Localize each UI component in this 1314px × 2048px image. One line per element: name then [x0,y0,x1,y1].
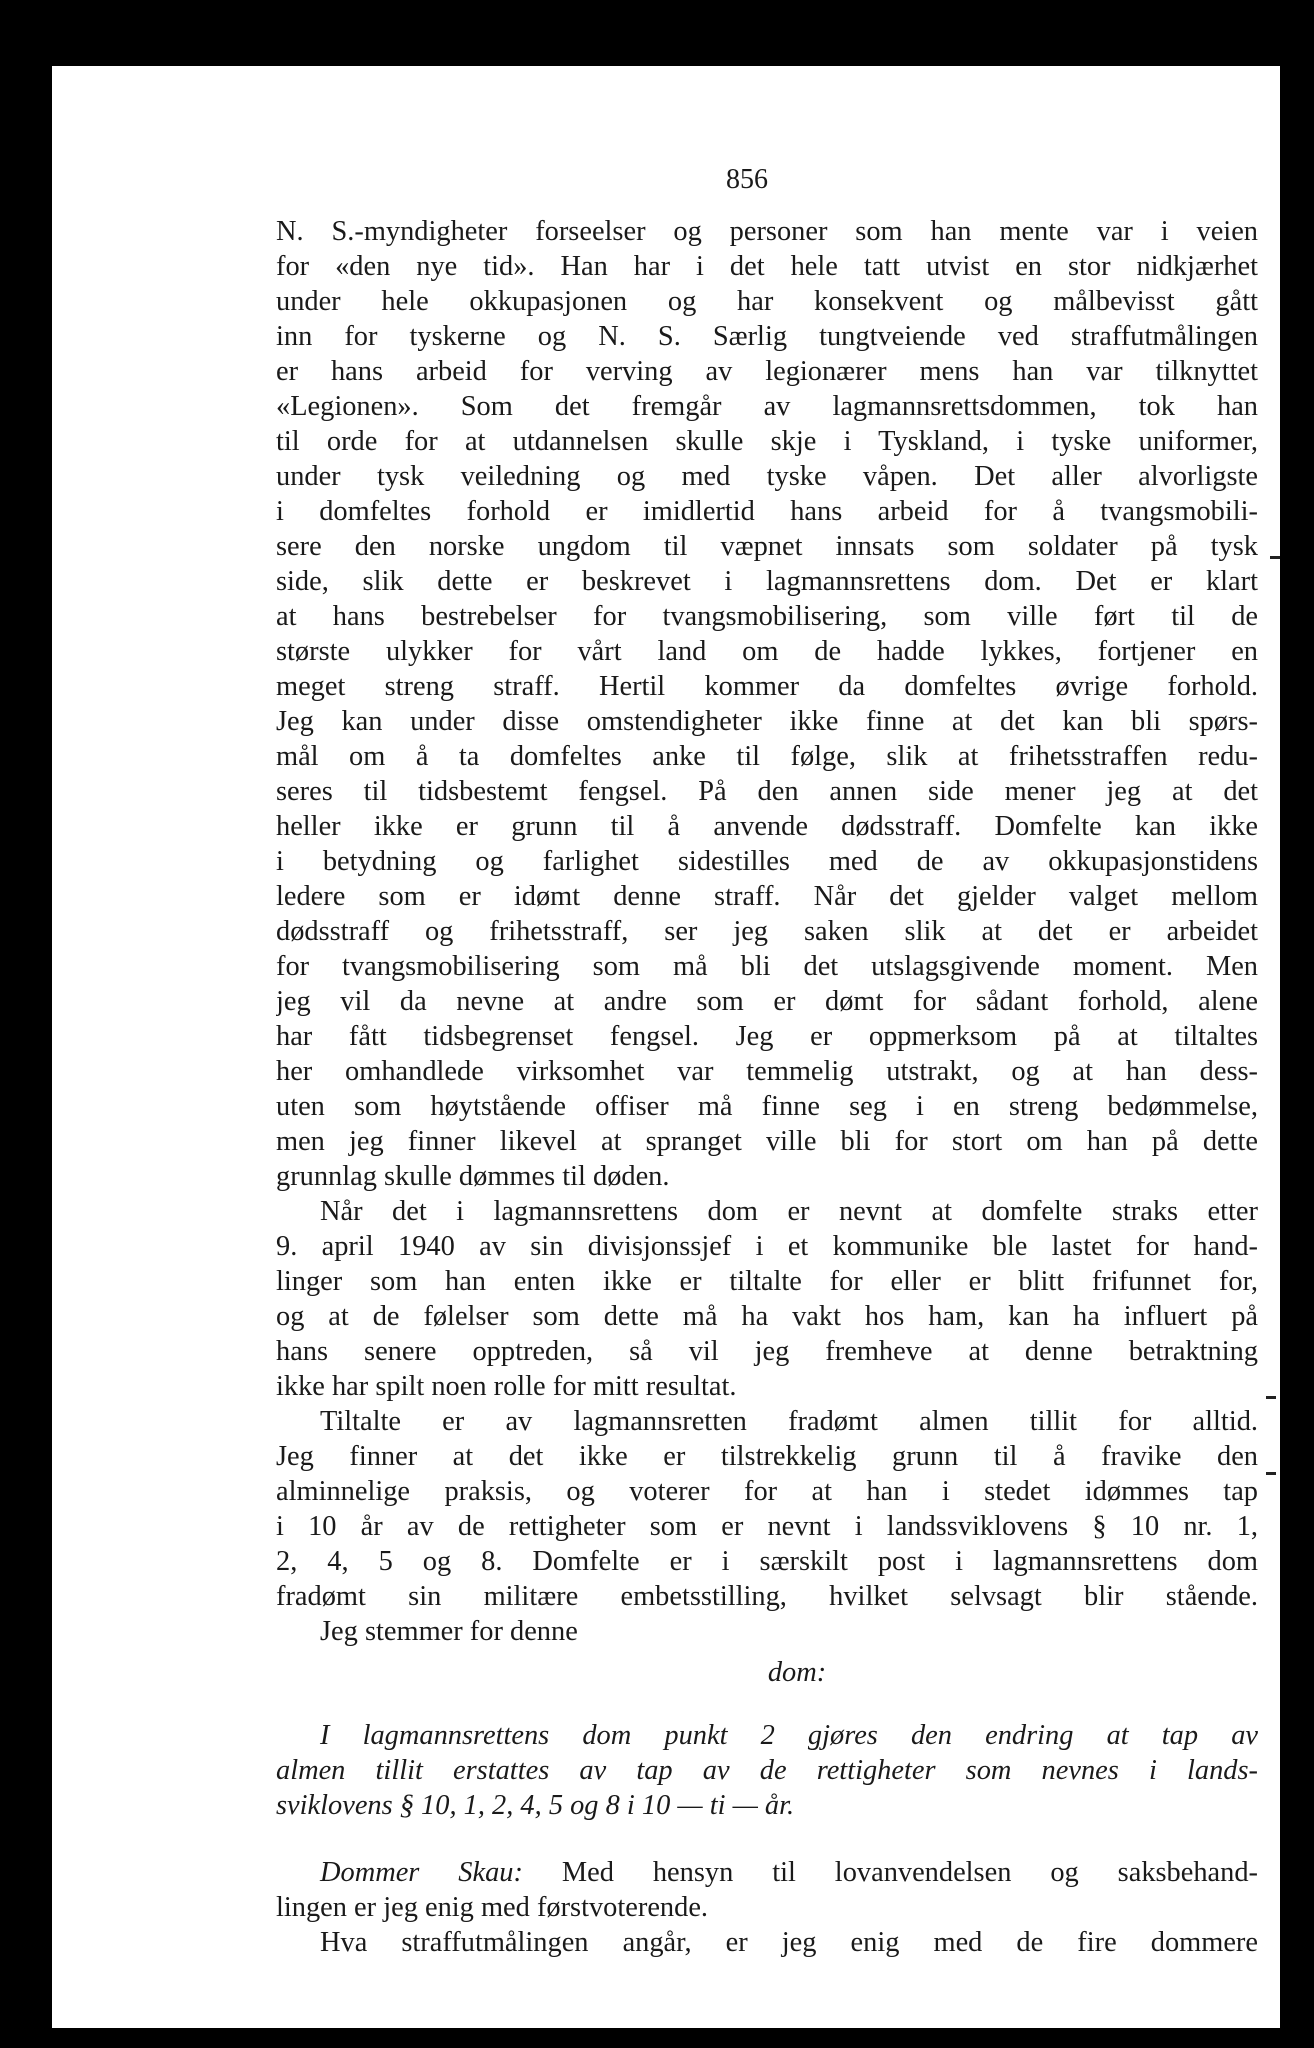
text-line: under tysk veiledning og med tyske våpen. Det aller alvorligste [276,461,1258,492]
text-line: ikke har spilt noen rolle for mitt resultat. [276,1371,737,1402]
paragraph-5 [276,1855,1258,1925]
verdict-text [276,1718,1258,1823]
page-number: 856 [726,164,768,195]
text-line: heller ikke er grunn til å anvende dødsstraff. Domfelte kan ikke [276,811,1258,842]
text-line: 9. april 1940 av sin divisjonssjef i et kommunike ble lastet for hand- [276,1231,1258,1262]
text-line: i 10 år av de rettigheter som er nevnt i landssviklovens § 10 nr. 1, [276,1511,1258,1542]
text-line: hans senere opptreden, så vil jeg fremheve at denne betraktning [276,1336,1258,1367]
text-line: 2, 4, 5 og 8. Domfelte er i særskilt post i lagmannsrettens dom [276,1546,1258,1577]
text-line: lingen er jeg enig med førstvoterende. [276,1892,709,1923]
scan-edge-mark [1266,1396,1276,1399]
verdict-heading: dom: [767,1657,827,1688]
text-line: og at de følelser som dette må ha vakt hos ham, kan ha influert på [276,1301,1258,1332]
text-line: «Legionen». Som det fremgår av lagmannsrettsdommen, tok han [276,391,1258,422]
text-line: under hele okkupasjonen og har konsekvent og målbevisst gått [276,286,1258,317]
text-line: er hans arbeid for verving av legionærer mens han var tilknyttet [276,356,1258,387]
scan-edge-mark [1270,556,1280,559]
text-line: at hans bestrebelser for tvangsmobilisering, som ville ført til de [276,601,1258,632]
text-line: Tiltalte er av lagmannsretten fradømt almen tillit for alltid. [320,1406,1258,1437]
text-line: sere den norske ungdom til væpnet innsats som soldater på tysk [276,531,1258,562]
text-line: N. S.-myndigheter forseelser og personer som han mente var i veien [276,216,1258,247]
paragraph-1 [276,214,1258,1194]
text-line: har fått tidsbegrenset fengsel. Jeg er oppmerksom på at tiltaltes [276,1021,1258,1052]
spacer [276,1823,1258,1855]
paragraph-3 [276,1404,1258,1614]
text-line: seres til tidsbestemt fengsel. På den annen side mener jeg at det [276,776,1258,807]
text-line [276,1855,1258,1890]
page-content [276,162,1258,1960]
text-line: uten som høytstående offiser må finne seg i en streng bedømmelse, [276,1091,1258,1122]
text-line: inn for tyskerne og N. S. Særlig tungtveiende ved straffutmålingen [276,321,1258,352]
text-line: for «den nye tid». Han har i det hele tatt utvist en stor nidkjærhet [276,251,1258,282]
text-line: meget streng straff. Hertil kommer da domfeltes øvrige forhold. [276,671,1258,702]
paragraph-4: Jeg stemmer for denne [320,1616,578,1647]
text-span: Med hensyn til lovanvendelsen og saksbehand- [522,1857,1258,1888]
text-line: for tvangsmobilisering som må bli det utslagsgivende moment. Men [276,951,1258,982]
text-line: Når det i lagmannsrettens dom er nevnt at domfelte straks etter [320,1196,1258,1227]
text-line: alminnelige praksis, og voterer for at han i stedet idømmes tap [276,1476,1258,1507]
text-line: linger som han enten ikke er tiltalte for eller er blitt frifunnet for, [276,1266,1258,1297]
text-line: største ulykker for vårt land om de hadde lykkes, fortjener en [276,636,1258,667]
text-line: side, slik dette er beskrevet i lagmannsrettens dom. Det er klart [276,566,1258,597]
text-line: Jeg finner at det ikke er tilstrekkelig grunn til å fravike den [276,1441,1258,1472]
text-line: I lagmannsrettens dom punkt 2 gjøres den endring at tap av [320,1720,1258,1751]
text-line: jeg vil da nevne at andre som er dømt for sådant forhold, alene [276,986,1258,1017]
text-line: i domfeltes forhold er imidlertid hans arbeid for å tvangsmobili- [276,496,1258,527]
text-line: ledere som er idømt denne straff. Når det gjelder valget mellom [276,881,1258,912]
text-line: mål om å ta domfeltes anke til følge, slik at frihetsstraffen redu- [276,741,1258,772]
text-line: fradømt sin militære embetsstilling, hvilket selvsagt blir stående. [276,1581,1258,1612]
text-line: dødsstraff og frihetsstraff, ser jeg saken slik at det er arbeidet [276,916,1258,947]
text-line: sviklovens § 10, 1, 2, 4, 5 og 8 i 10 — ti — år. [276,1790,795,1821]
text-line: til orde for at utdannelsen skulle skje i Tyskland, i tyske uniformer, [276,426,1258,457]
text-line: almen tillit erstattes av tap av de rettigheter som nevnes i lands- [276,1755,1258,1786]
text-line: i betydning og farlighet sidestilles med de av okkupasjonstidens [276,846,1258,877]
text-line: men jeg finner likevel at spranget ville bli for stort om han på dette [276,1126,1258,1157]
paragraph-6: Hva straffutmålingen angår, er jeg enig med de fire dommere [320,1927,1258,1958]
text-line: her omhandlede virksomhet var temmelig utstrakt, og at han dess- [276,1056,1258,1087]
judge-name: Dommer Skau: [320,1857,523,1888]
text-line: grunnlag skulle dømmes til døden. [276,1161,670,1192]
scan-edge-mark [1266,1472,1276,1475]
text-line: Jeg kan under disse omstendigheter ikke finne at det kan bli spørs- [276,706,1258,737]
document-page [52,66,1280,2028]
paragraph-2 [276,1194,1258,1404]
